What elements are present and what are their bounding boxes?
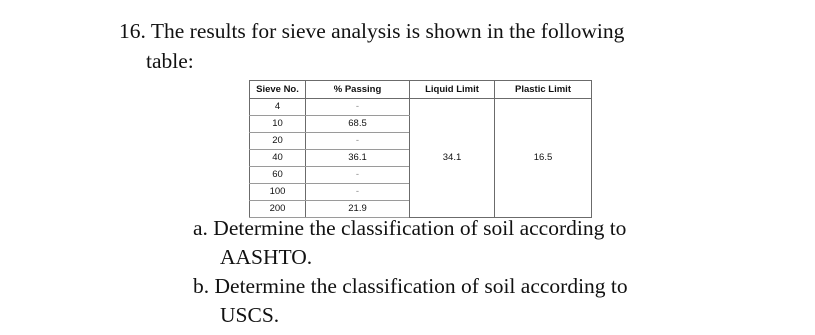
percent-passing-cell: - bbox=[306, 167, 410, 184]
sieve-no-cell: 4 bbox=[250, 99, 306, 116]
sieve-no-cell: 40 bbox=[250, 150, 306, 167]
sieve-no-cell: 10 bbox=[250, 116, 306, 133]
sieve-no-cell: 60 bbox=[250, 167, 306, 184]
header-sieve-no: Sieve No. bbox=[250, 81, 306, 99]
percent-passing-cell: - bbox=[306, 133, 410, 150]
liquid-limit-value: 34.1 bbox=[410, 99, 495, 218]
percent-passing-cell: 21.9 bbox=[306, 201, 410, 218]
table-row bbox=[250, 99, 592, 116]
percent-passing-cell: 36.1 bbox=[306, 150, 410, 167]
part-a-text-line-1: a. Determine the classification of soil according to bbox=[193, 216, 627, 240]
question-text-line-1: 16. The results for sieve analysis is shown in the following bbox=[119, 19, 625, 43]
sieve-no-cell: 200 bbox=[250, 201, 306, 218]
header-plastic-limit: Plastic Limit bbox=[495, 81, 592, 99]
percent-passing-cell: - bbox=[306, 184, 410, 201]
question-text-line-2: table: bbox=[146, 49, 194, 73]
percent-passing-cell: 68.5 bbox=[306, 116, 410, 133]
sieve-no-cell: 100 bbox=[250, 184, 306, 201]
part-b-text-line-1: b. Determine the classification of soil according to bbox=[193, 274, 628, 298]
table-header-row bbox=[250, 81, 592, 99]
header-liquid-limit: Liquid Limit bbox=[410, 81, 495, 99]
sieve-analysis-table bbox=[249, 80, 592, 218]
part-a-text-line-2: AASHTO. bbox=[220, 245, 313, 269]
percent-passing-cell: - bbox=[306, 99, 410, 116]
part-b-text-line-2: USCS. bbox=[220, 303, 280, 327]
sieve-no-cell: 20 bbox=[250, 133, 306, 150]
plastic-limit-value: 16.5 bbox=[495, 99, 592, 218]
header-percent-passing: % Passing bbox=[306, 81, 410, 99]
